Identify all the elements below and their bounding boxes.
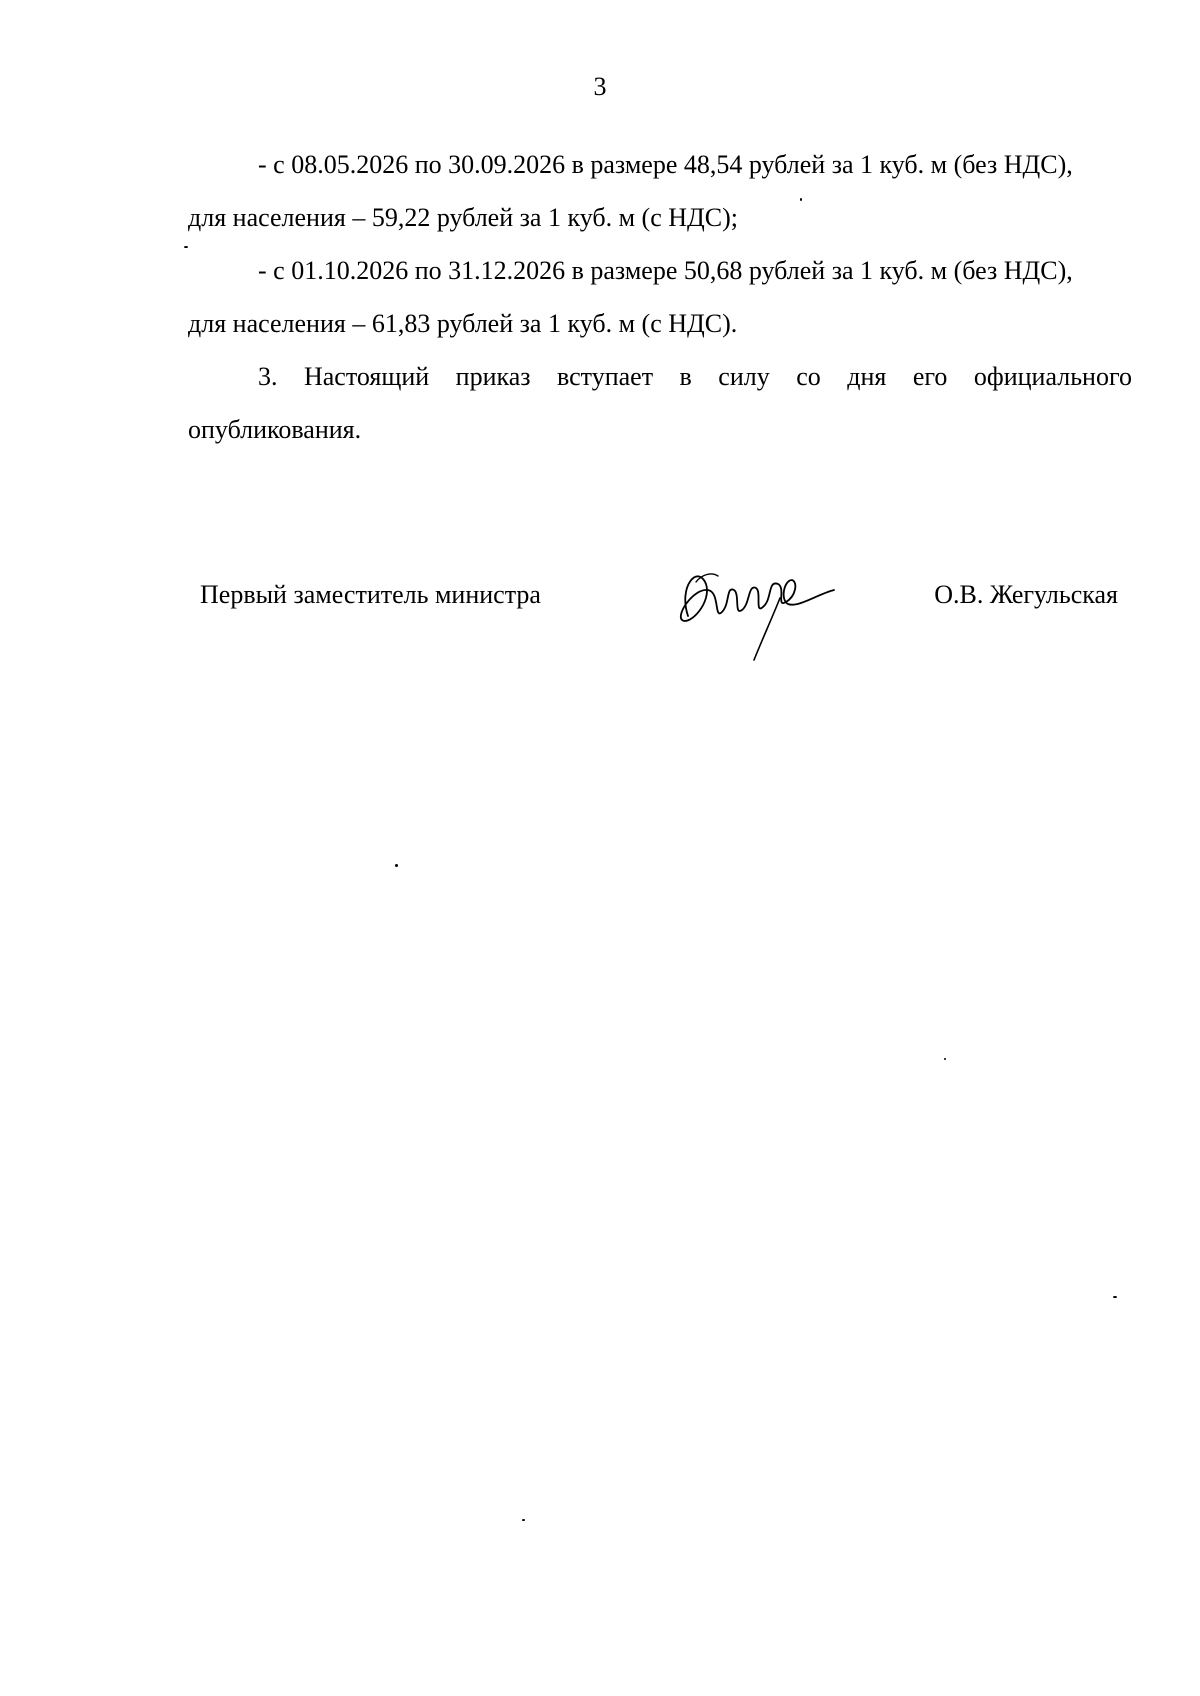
scan-speck (395, 864, 398, 867)
scan-speck (944, 1058, 946, 1060)
tariff-period-1 (188, 138, 1132, 244)
document-body (188, 138, 1132, 456)
handwritten-signature (668, 546, 838, 666)
scan-speck (184, 246, 188, 248)
tariff-period-2-line-2: для населения – 61,83 рублей за 1 куб. м (с НДС). (188, 309, 738, 338)
page-number: 3 (593, 72, 607, 101)
tariff-period-2 (188, 244, 1132, 350)
signatory-position: Первый заместитель министра (200, 580, 541, 609)
clause-3-line-1: 3. Настоящий приказ вступает в силу со дня его официального (258, 362, 1132, 391)
tariff-period-1-line-1: - с 08.05.2026 по 30.09.2026 в размере 48,54 рублей за 1 куб. м (без НДС), (258, 150, 1073, 179)
scan-speck (800, 198, 802, 201)
tariff-period-1-line-2: для населения – 59,22 рублей за 1 куб. м (с НДС); (188, 203, 738, 232)
signatory-name: О.В. Жегульская (934, 580, 1118, 609)
scan-speck (522, 1519, 525, 1521)
tariff-period-2-line-1: - с 01.10.2026 по 31.12.2026 в размере 50,68 рублей за 1 куб. м (без НДС), (258, 256, 1073, 285)
clause-3 (188, 350, 1132, 456)
scan-speck (1113, 1296, 1117, 1298)
signature-block (0, 580, 1200, 680)
clause-3-line-2: опубликования. (188, 415, 362, 444)
